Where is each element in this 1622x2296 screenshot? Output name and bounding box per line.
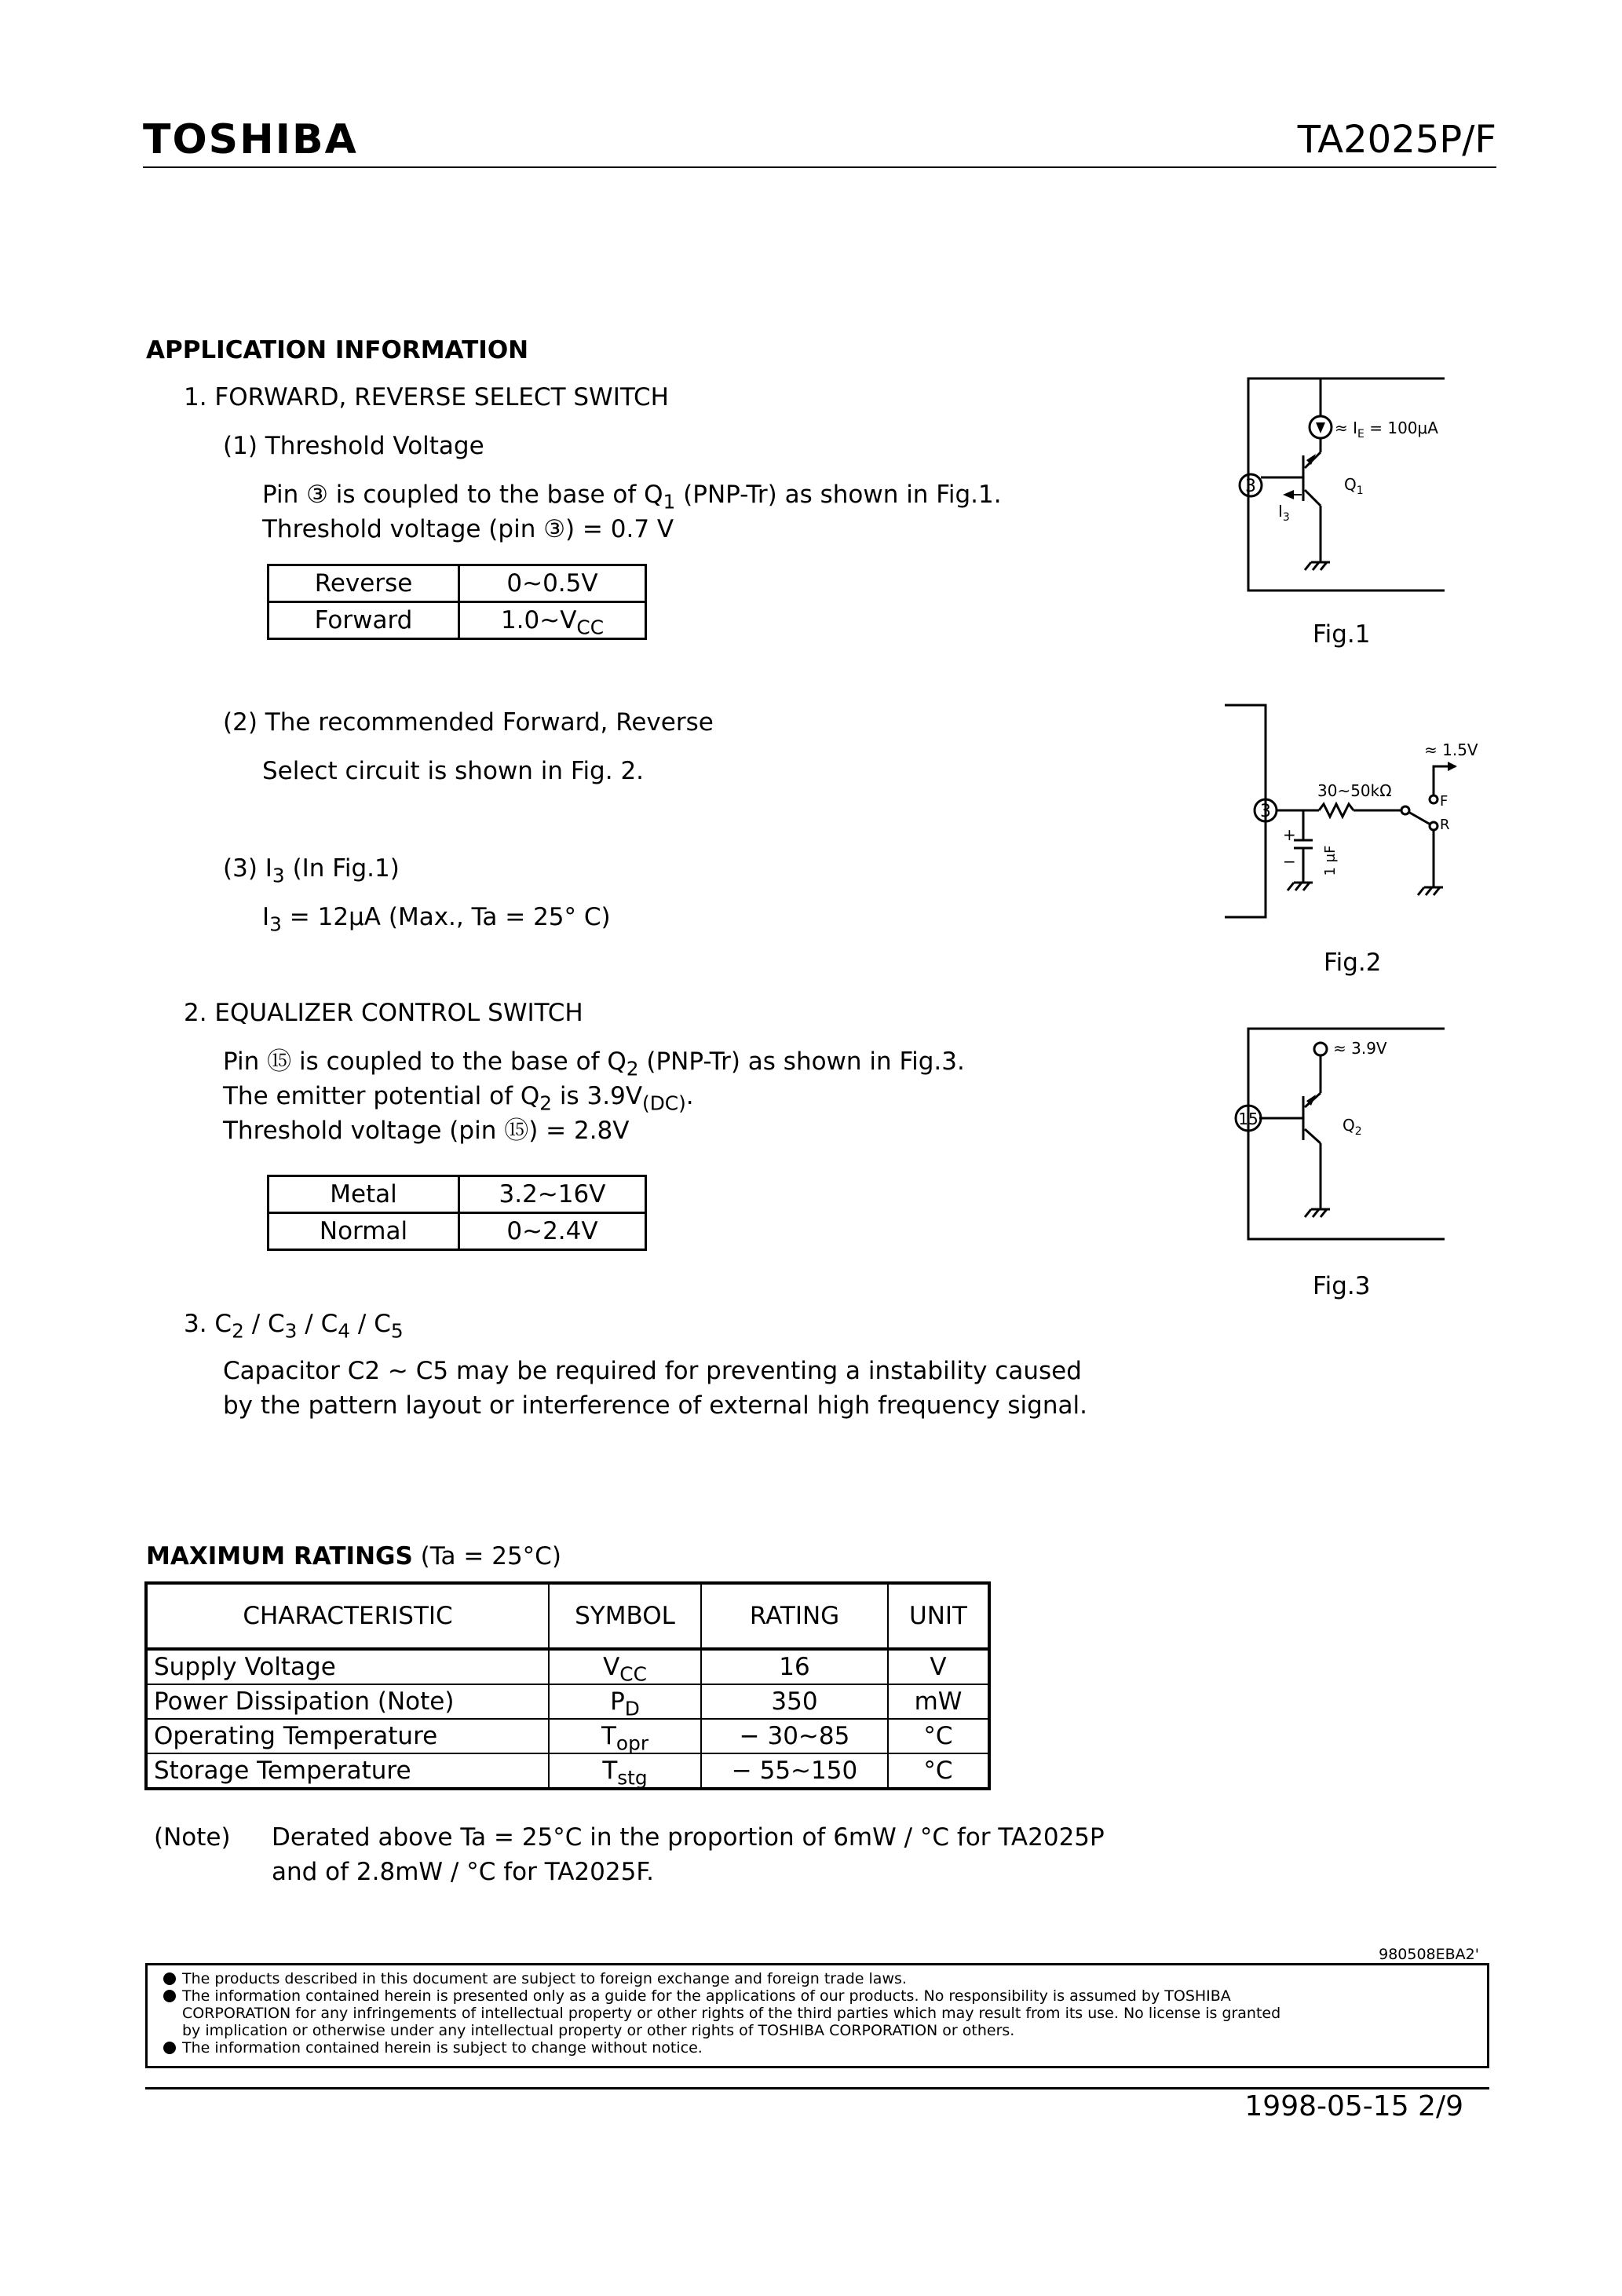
table-cell: Reverse — [269, 565, 459, 602]
table-cell: 3.2~16V — [459, 1176, 646, 1213]
note-line1: Derated above Ta = 25°C in the proportion of 6mW / °C for TA2025P — [272, 1823, 1105, 1852]
disclaimer-line: The information contained herein is subject to change without notice. — [163, 2039, 1468, 2057]
row-rating: − 30~85 — [701, 1719, 888, 1753]
table-row — [146, 1684, 989, 1719]
row-unit: °C — [888, 1719, 989, 1753]
table-cell: Forward — [269, 602, 459, 639]
row-symbol: $V_{CC}$ — [549, 1649, 701, 1684]
fig2-cap: 1 μF — [1322, 845, 1339, 876]
fig2-resistor: 30~50kΩ — [1317, 781, 1392, 800]
page-date: 1998-05-15 2/9 — [1244, 2090, 1463, 2122]
disclaimer-line: by implication or otherwise under any intellectual property or other rights of TOSHIBA CORPORATION or others. — [182, 2022, 1015, 2039]
row-unit: mW — [888, 1684, 989, 1719]
s1-sub2-body: Select circuit is shown in Fig. 2. — [262, 757, 645, 785]
fig1-label: Fig.1 — [1313, 620, 1371, 649]
note-line2: and of 2.8mW / °C for TA2025F. — [272, 1858, 655, 1886]
fig2-minus: − — [1283, 852, 1296, 871]
header-rating: RATING — [701, 1583, 888, 1649]
fig3-label: Fig.3 — [1313, 1272, 1371, 1300]
company-logo: TOSHIBA — [143, 116, 358, 163]
table-cell: Normal — [269, 1213, 459, 1250]
fig2-label: Fig.2 — [1324, 949, 1382, 977]
s1-sub2-title: (2) The recommended Forward, Reverse — [223, 708, 714, 737]
header-unit: UNIT — [888, 1583, 989, 1649]
equalizer-table — [267, 1175, 647, 1251]
row-symbol: $T_{opr}$ — [549, 1719, 701, 1753]
fig2-r: R — [1440, 817, 1450, 833]
table-cell: 0~2.4V — [459, 1213, 646, 1250]
fig3-q: $Q_2$ — [1343, 1116, 1362, 1138]
table-row — [146, 1719, 989, 1753]
section-title: APPLICATION INFORMATION — [146, 336, 529, 364]
table-row — [146, 1753, 989, 1789]
header-characteristic: CHARACTERISTIC — [146, 1583, 549, 1649]
s1-sub3-body: $I_3 = 12\mu A$ (Max., Ta = 25° C) — [262, 903, 611, 936]
s1-sub1-title: (1) Threshold Voltage — [223, 432, 484, 460]
fig1-q: $Q_1$ — [1344, 475, 1364, 497]
bullet-icon — [163, 1972, 176, 1985]
fig2-voltage: ≈ 1.5V — [1424, 740, 1478, 759]
s2-line1: Pin ⑮ is coupled to the base of $Q_2$ (PNP-Tr) as shown in Fig.3. — [223, 1047, 965, 1080]
s1-title: 1. FORWARD, REVERSE SELECT SWITCH — [184, 383, 669, 411]
document-code: 980508EBA2' — [1379, 1946, 1479, 1963]
table-row — [146, 1649, 989, 1684]
row-characteristic: Power Dissipation (Note) — [146, 1684, 549, 1719]
disclaimer-line: The information contained herein is presented only as a guide for the applications of our products. No responsibility is assumed by TOSHIBA — [163, 1987, 1468, 2005]
s2-line3: Threshold voltage (pin ⑮) = 2.8V — [223, 1117, 630, 1145]
header-symbol: SYMBOL — [549, 1583, 701, 1649]
row-symbol: $T_{stg}$ — [549, 1753, 701, 1789]
fig1-pin: 3 — [1245, 477, 1256, 496]
row-characteristic: Operating Temperature — [146, 1719, 549, 1753]
s1-sub1-line2: Threshold voltage (pin ③) = 0.7 V — [262, 515, 674, 543]
part-number: TA2025P/F — [1297, 118, 1496, 162]
row-unit: °C — [888, 1753, 989, 1789]
footer-rule — [145, 2087, 1489, 2089]
fig2-plus: + — [1283, 825, 1296, 844]
disclaimer-box — [145, 1963, 1489, 2068]
disclaimer-line: The products described in this document are subject to foreign exchange and foreign trade laws. — [163, 1970, 1468, 1987]
fig2-f: F — [1440, 793, 1448, 810]
fig1-ie: ≈ $I_E = 100\mu A$ — [1335, 419, 1438, 441]
fig3-voltage: ≈ 3.9V — [1333, 1039, 1387, 1058]
s1-sub3-title: (3) $I_3$ (In Fig.1) — [223, 854, 400, 887]
max-ratings-title: MAXIMUM RATINGS (Ta = 25°C) — [146, 1542, 561, 1570]
fig2-pin: 3 — [1260, 802, 1271, 821]
s3-body2: by the pattern layout or interference of external high frequency signal. — [223, 1391, 1087, 1420]
fig1-i3: $I_3$ — [1278, 502, 1290, 524]
figure-3-diagram — [1225, 1018, 1460, 1245]
figure-1-diagram — [1225, 369, 1460, 597]
row-symbol: $P_D$ — [549, 1684, 701, 1719]
bullet-icon — [163, 1990, 176, 2002]
s2-title: 2. EQUALIZER CONTROL SWITCH — [184, 999, 583, 1027]
row-rating: 16 — [701, 1649, 888, 1684]
s3-body1: Capacitor C2 ~ C5 may be required for preventing a instability caused — [223, 1357, 1082, 1385]
fig3-pin: 15 — [1238, 1110, 1259, 1128]
max-ratings-table — [144, 1581, 991, 1790]
s3-title: 3. $C_2 / C_3 / C_4 / C_5$ — [184, 1310, 404, 1343]
s1-sub1-line1: Pin ③ is coupled to the base of $Q_1$ (PNP-Tr) as shown in Fig.1. — [262, 481, 1002, 514]
header-rule — [143, 166, 1496, 168]
row-rating: 350 — [701, 1684, 888, 1719]
s2-line2: The emitter potential of $Q_2$ is $3.9V_{(DC)}$. — [223, 1082, 694, 1115]
threshold-table — [267, 564, 647, 640]
table-cell: 0~0.5V — [459, 565, 646, 602]
row-characteristic: Supply Voltage — [146, 1649, 549, 1684]
note-label: (Note) — [154, 1823, 231, 1852]
table-cell: Metal — [269, 1176, 459, 1213]
row-rating: − 55~150 — [701, 1753, 888, 1789]
row-characteristic: Storage Temperature — [146, 1753, 549, 1789]
disclaimer-line: CORPORATION for any infringements of intellectual property or other rights of the third parties which may result from its use. No license is granted — [182, 2005, 1281, 2022]
table-cell: $1.0\sim V_{CC}$ — [459, 602, 646, 639]
figure-2-diagram — [1217, 699, 1484, 927]
bullet-icon — [163, 2042, 176, 2054]
row-unit: V — [888, 1649, 989, 1684]
